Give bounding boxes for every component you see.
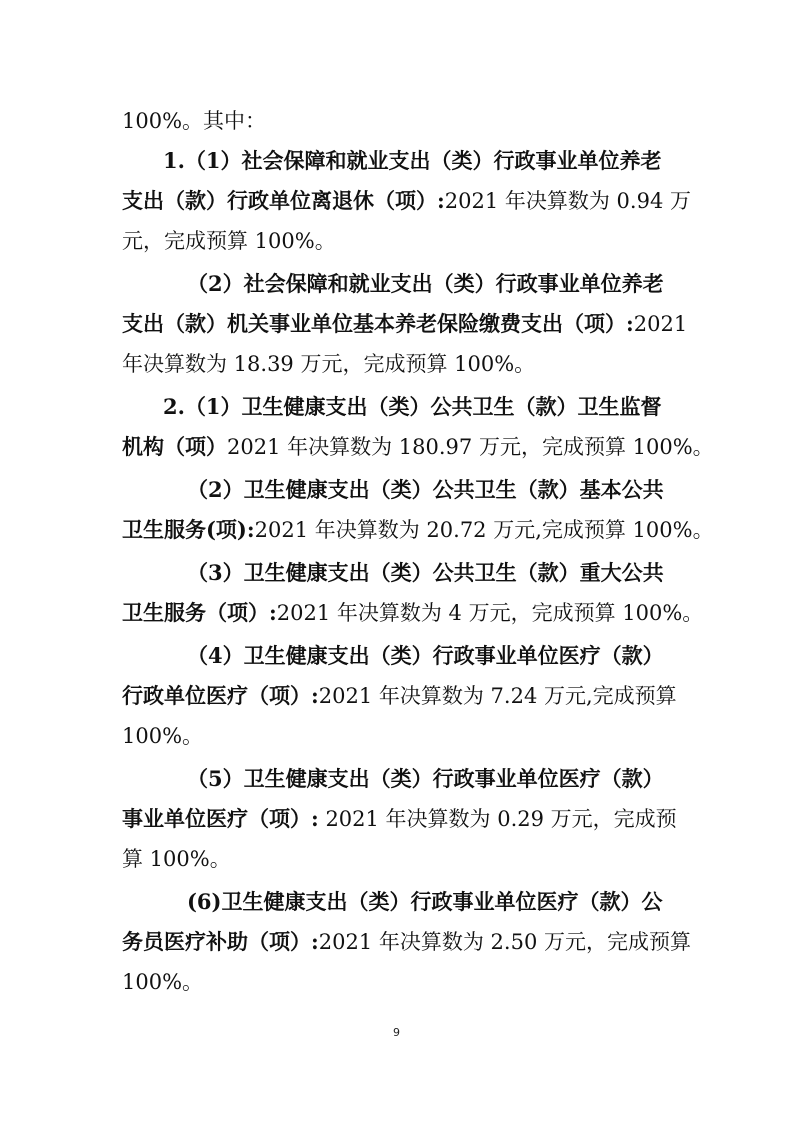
text-line: 卫生服务(项):2021 年决算数为 20.72 万元,完成预算 100%。 (122, 517, 714, 542)
text-line: 行政单位医疗（项）:2021 年决算数为 7.24 万元,完成预算 (122, 683, 677, 708)
text-line: 支出（款）行政单位离退休（项）:2021 年决算数为 0.94 万 (122, 188, 691, 213)
text-line: 100%。 (122, 724, 204, 748)
text-line: 支出（款）机关事业单位基本养老保险缴费支出（项）:2021 (122, 311, 688, 336)
text-line: 100%。 (122, 970, 204, 994)
text-line: 100%。其中： (122, 109, 267, 133)
text-line: 机构（项）2021 年决算数为 180.97 万元，完成预算 100%。 (122, 434, 714, 459)
text-line: 元，完成预算 100%。 (122, 229, 336, 253)
text-line: 事业单位医疗（项）: 2021 年决算数为 0.29 万元，完成预 (122, 806, 677, 831)
text-line: 年决算数为 18.39 万元，完成预算 100%。 (122, 352, 536, 376)
page-number: 9 (393, 1026, 400, 1039)
text-line: （4）卫生健康支出（类）行政事业单位医疗（款） (187, 643, 664, 668)
text-line: （2）社会保障和就业支出（类）行政事业单位养老 (187, 271, 664, 296)
text-line: （3）卫生健康支出（类）公共卫生（款）重大公共 (187, 560, 664, 585)
text-line: 1.（1）社会保障和就业支出（类）行政事业单位养老 (163, 148, 662, 173)
text-line: 卫生服务（项）:2021 年决算数为 4 万元，完成预算 100%。 (122, 600, 704, 625)
text-line: (6)卫生健康支出（类）行政事业单位医疗（款）公 (187, 889, 663, 914)
text-line: 务员医疗补助（项）:2021 年决算数为 2.50 万元，完成预算 (122, 929, 691, 954)
text-line: 算 100%。 (122, 847, 231, 871)
text-line: （5）卫生健康支出（类）行政事业单位医疗（款） (187, 766, 664, 791)
text-line: （2）卫生健康支出（类）公共卫生（款）基本公共 (187, 477, 664, 502)
text-line: 2.（1）卫生健康支出（类）公共卫生（款）卫生监督 (163, 394, 662, 419)
